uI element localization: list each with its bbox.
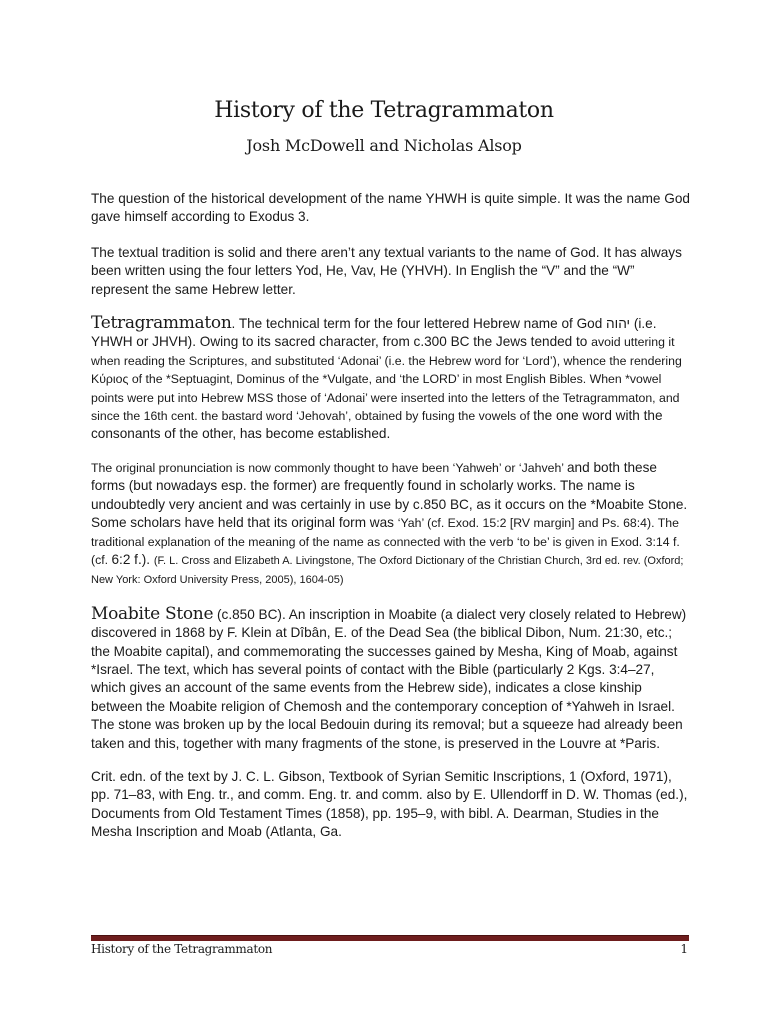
pronunciation-citation: (F. L. Cross and Elizabeth A. Livingstone, The Oxford Dictionary of the Christian Church, 3rd ed. rev. (Oxford; New York: Oxford University Press, 2005), 1604-05)	[91, 554, 684, 587]
tetragrammaton-term: Tetragrammaton	[91, 313, 232, 334]
crit-paragraph: Crit. edn. of the text by J. C. L. Gibson, Textbook of Syrian Semitic Inscriptions, 1 (Oxford, 1971), pp. 71–83, with Eng. tr., and comm. Eng. tr. and comm. also by E. Ullendorff in D. W. Thomas (ed.), Documents from Old Testament Times (1858), pp. 195–9, with bibl. A. Dearman, Studies in the Mesha Inscription and Moab (Atlanta, Ga.	[91, 768, 688, 840]
moabite-text: (c.850 BC). An inscription in Moabite (a dialect very closely related to Hebrew) discovered in 1868 by F. Klein at Dîbân, E. of the Dead Sea (the biblical Dibon, Num. 21:30, etc.; the Moabite capital), and commemorating the successes gained by Mesha, King of Moab, against *Israel. The text, which has several points of contact with the Bible (particularly 2 Kgs. 3:4–27, which gives an account of the same events from the Hebrew side), indicates a close kinship between the Moabite religion of Chemosh and the contemporary conception of *Yahweh in Israel. The stone was broken up by the local Bedouin during its removal; but a squeeze had already been taken and this, together with many fragments of the stone, is preserved in the Louvre at *Paris.	[91, 606, 687, 751]
footer-rule	[91, 935, 689, 941]
page-title: History of the Tetragrammaton	[214, 98, 554, 123]
moabite-paragraph	[91, 605, 691, 753]
pronunciation-text-d: 6:2 f.).	[111, 551, 151, 567]
page-number: 1	[680, 942, 688, 956]
tetragrammaton-paragraph	[91, 314, 691, 444]
pronunciation-text-a: The original pronunciation is now commonly thought to have been ‘Yahweh’ or ‘Jahveh’	[91, 460, 567, 475]
intro-paragraph-1: The question of the historical development of the name YHWH is quite simple. It was the name God gave himself according to Exodus 3.	[91, 191, 690, 225]
pronunciation-text-b: and both these forms (but nowadays esp. the former) are frequently found in scholarly works. The name is undoubtedly very ancient and was certainly in use by c.850 BC, as it occurs on the *Moabite Stone. Some scholars have held that its original form was	[91, 459, 688, 531]
page-authors: Josh McDowell and Nicholas Alsop	[246, 136, 522, 155]
moabite-term: Moabite Stone	[91, 603, 214, 624]
tetragrammaton-text-c: the one word with the consonants of the other, has become established.	[91, 408, 663, 442]
pronunciation-paragraph	[91, 459, 691, 590]
document-body	[91, 190, 691, 857]
tetragrammaton-text-a: . The technical term for the four lettered Hebrew name of God יהוה (i.e. YHWH or JHVH). Owing to its sacred character, from c.300 BC the Jews tended to	[91, 316, 657, 350]
footer-title: History of the Tetragrammaton	[91, 942, 273, 956]
intro-paragraph-2: The textual tradition is solid and there aren’t any textual variants to the name of God. It has always been written using the four letters Yod, He, Vav, He (YHVH). In English the “V” and the “W” represent the same Hebrew letter.	[91, 244, 682, 297]
pronunciation-text-c: ‘Yah’ (cf. Exod. 15:2 [RV margin] and Ps. 68:4). The traditional explanation of the meaning of the name as connected with the verb ‘to be’ is given in Exod. 3:14 f. (cf.	[91, 516, 680, 567]
tetragrammaton-text-b: avoid uttering it when reading the Scriptures, and substituted ‘Adonai’ (i.e. the Hebrew word for ‘Lord’), whence the rendering Κύριος of the *Septuagint, Dominus of the *Vulgate, and ‘the LORD’ in most English Bibles. When *vowel points were put into Hebrew MSS those of ‘Adonai’ were inserted into the letters of the Tetragrammaton, and since the 16th cent. the bastard word ‘Jehovah’, obtained by fusing the vowels of	[91, 335, 682, 424]
